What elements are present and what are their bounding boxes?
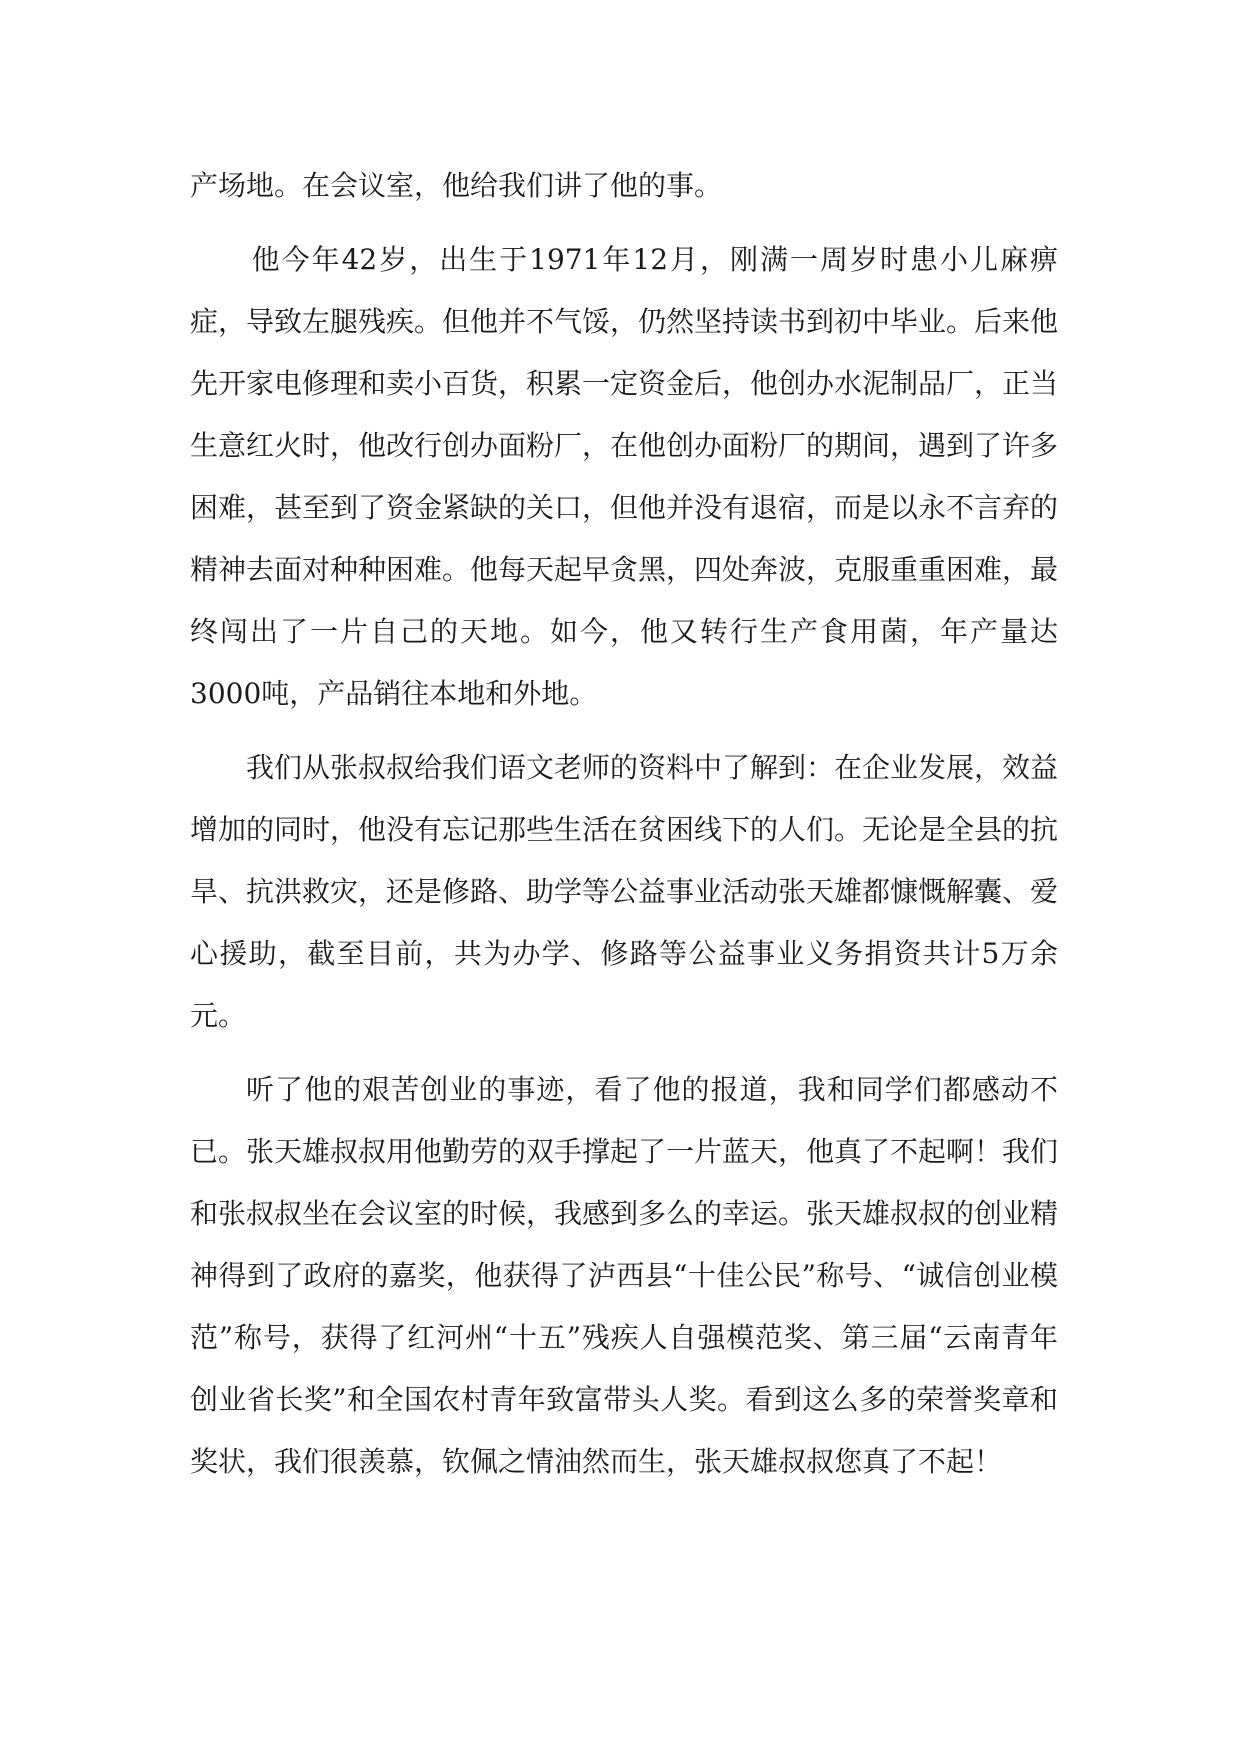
- paragraph-biography: 他今年42岁，出生于1971年12月，刚满一周岁时患小儿麻痹症，导致左腿残疾。但他并不气馁，仍然坚持读书到初中毕业。后来他先开家电修理和卖小百货，积累一定资金后，他创办水泥制品厂，正当生意红火时，他改行创办面粉厂，在他创办面粉厂的期间，遇到了许多困难，甚至到了资金紧缺的关口，但他并没有退宿，而是以永不言弃的精神去面对种种困难。他每天起早贪黑，四处奔波，克服重重困难，最终闯出了一片自己的天地。如今，他又转行生产食用菌，年产量达3000吨，产品销往本地和外地。: [190, 243, 1059, 710]
- document-page: [190, 155, 1058, 1505]
- paragraph-continuation: 产场地。在会议室，他给我们讲了他的事。: [190, 169, 723, 202]
- paragraph-reflection: 听了他的艰苦创业的事迹，看了他的报道，我和同学们都感动不已。张天雄叔叔用他勤劳的双手撑起了一片蓝天，他真了不起啊！我们和张叔叔坐在会议室的时候，我感到多么的幸运。张天雄叔叔的创业精神得到了政府的嘉奖，他获得了泸西县“十佳公民”称号、“诚信创业模范”称号，获得了红河州“十五”残疾人自强模范奖、第三届“云南青年创业省长奖”和全国农村青年致富带头人奖。看到这么多的荣誉奖章和奖状，我们很羡慕，钦佩之情油然而生，张天雄叔叔您真了不起！: [190, 1073, 1059, 1478]
- paragraph-charity: 我们从张叔叔给我们语文老师的资料中了解到：在企业发展，效益增加的同时，他没有忘记那些生活在贫困线下的人们。无论是全县的抗旱、抗洪救灾，还是修路、助学等公益事业活动张天雄都慷慨解囊、爱心援助，截至目前，共为办学、修路等公益事业义务捐资共计5万余元。: [190, 751, 1059, 1032]
